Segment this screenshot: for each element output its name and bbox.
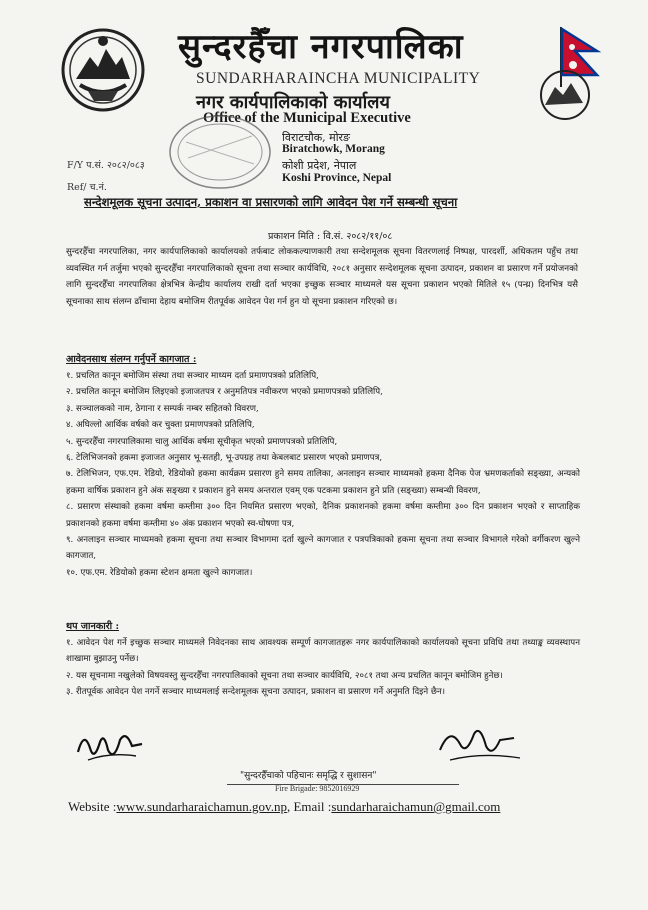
documents-heading: आवेदनसाथ संलग्न गर्नुपर्ने कागजात : — [66, 354, 197, 365]
list-item: ३. सञ्चालकको नाम, ठेगाना र सम्पर्क नम्बर सहितको विवरण, — [66, 403, 259, 414]
footer-contact — [68, 799, 500, 815]
nepal-flag-icon — [525, 25, 605, 123]
signature-left-icon — [70, 722, 150, 770]
address-english-line-2: Koshi Province, Nepal — [282, 172, 392, 184]
signature-right-icon — [430, 720, 530, 772]
list-item: १. प्रचलित कानून बमोजिम संस्था तथा सञ्चार माध्यम दर्ता प्रमाणपत्रको प्रतिलिपि, — [66, 371, 319, 381]
documents-list — [66, 368, 580, 581]
list-item: ७. टेलिभिजन, एफ.एम. रेडियो, रेडियोको हकमा कार्यक्रम प्रसारण हुने समय तालिका, अनलाइन सञ्चार माध्यमको हकमा दैनिक पेज भ्रमणकर्ताको सङ्ख्या, अन्यको हकमा वार्षिक प्रकाशन हुने अंक सङ्ख्या र प्रकाशन हुने समय अन्तराल एवम् एक पटकमा प्रकाशन हुने प्रति (सङ्ख्या) सम्बन्धी विवरण, — [66, 469, 580, 496]
intro-paragraph: सुन्दरहैँचा नगरपालिका, नगर कार्यपालिकाको कार्यालयको तर्फबाट लोककल्याणकारी तथा सन्देशमूलक सूचना वितरणलाई निष्पक्ष, पारदर्शी, अधिकतम पहुँच तथा व्यवस्थित गर्न तर्जुमा भएको सुन्दरहैँचा नगरपालिकाको सूचना तथा सञ्चार कार्यविधि, २०८१ अनुसार सन्देशमूलक सूचना उत्पादन, प्रकाशन वा प्रसारण गर्ने प्रयोजनको लागि सुन्दरहैँचा नगरपालिका क्षेत्रभित्र केन्द्रीय कार्यालय राखी दर्ता भएका इच्छुक सञ्चार माध्यमले यस सूचना प्रकाशन भएको मितिले १५ (पन्ध्र) दिनभित्र यसै सूचनाका साथ संलग्न ढाँचामा देहाय बमोजिम रीतपूर्वक आवेदन पेश गर्न हुन यो सूचना प्रकाशन गरिएको छ। — [66, 247, 578, 307]
list-item: ६. टेलिभिजनको हकमा इजाजत अनुसार भू-सतही, भू-उपग्रह तथा केबलबाट प्रसारण भएको प्रमाणपत्र, — [66, 453, 383, 464]
office-title-english: Office of the Municipal Executive — [203, 110, 411, 126]
list-item: २. यस सूचनामा नखुलेको विषयवस्तु सुन्दरहैँचा नगरपालिकाको सूचना तथा सञ्चार कार्यविधि, २०८१ तथा अन्य प्रचलित कानून बमोजिम हुनेछ। — [66, 670, 503, 681]
extra-info-list — [66, 635, 580, 701]
list-item: ४. अघिल्लो आर्थिक वर्षको कर चुक्ता प्रमाणपत्रको प्रतिलिपि, — [66, 420, 255, 431]
fire-brigade-number: Fire Brigade: 9852016929 — [275, 784, 360, 793]
website-label: Website : — [68, 799, 117, 814]
list-item: ५. सुन्दरहैँचा नगरपालिकामा चालु आर्थिक वर्षमा सूचीकृत भएको प्रमाणपत्रको प्रतिलिपि, — [66, 436, 338, 447]
reference-number: Ref/ च.नं. — [67, 182, 107, 193]
fiscal-year: F/Y प.सं. २०८२/०८३ — [67, 160, 145, 171]
municipality-slogan: "सुन्दरहैँचाको पहिचानः समृद्धि र सुशासन" — [240, 771, 377, 781]
email-link[interactable]: sundarharaichamun@gmail.com — [331, 799, 501, 814]
list-item: २. प्रचलित कानून बमोजिम लिइएको इजाजतपत्र र अनुमतिपत्र नवीकरण भएको प्रमाणपत्रको प्रतिलिपि, — [66, 387, 383, 398]
extra-info-heading: थप जानकारी : — [66, 621, 119, 632]
list-item: ८. प्रसारण संस्थाको हकमा वर्षमा कम्तीमा ३०० दिन नियमित प्रसारण भएको, दैनिक प्रकाशनको हकमा वर्षमा कम्तीमा ३०० दिन प्रकाशन भएको र साप्ताहिक प्रकाशनको हकमा वर्षमा कम्तीमा ४० अंक प्रकाशन भएको स्व-घोषणा पत्र, — [66, 502, 580, 529]
municipality-title-english: SUNDARHARAINCHA MUNICIPALITY — [196, 70, 481, 87]
municipality-title-nepali: सुन्दरहैँचा नगरपालिका — [178, 27, 464, 67]
list-item: १. आवेदन पेश गर्ने इच्छुक सञ्चार माध्यमले निवेदनका साथ आवश्यक सम्पूर्ण कागजातहरू नगर कार्यपालिकाको कार्यालयको सूचना प्रविधि तथा तथ्याङ्क व्यवस्थापन शाखामा बुझाउनु पर्नेछ। — [66, 638, 580, 665]
email-label: , Email : — [286, 799, 332, 814]
publish-date: प्रकाशन मिति : वि.सं. २०८२/११/०८ — [268, 231, 393, 242]
notice-subject: सन्देशमूलक सूचना उत्पादन, प्रकाशन वा प्रसारणको लागि आवेदन पेश गर्ने सम्बन्धी सूचना — [84, 195, 458, 209]
list-item: ९. अनलाइन सञ्चार माध्यमको हकमा सूचना तथा सञ्चार विभागमा दर्ता खुल्ने कागजात र पत्रपत्रिकाको हकमा सूचना तथा सञ्चार विभागले गरेको वर्गीकरण खुल्ने कागजात, — [66, 535, 580, 562]
address-nepali-line-2: कोशी प्रदेश, नेपाल — [282, 159, 357, 172]
address-nepali-line-1: विराटचौक, मोरङ — [282, 131, 351, 144]
address-english-line-1: Biratchowk, Morang — [282, 143, 385, 155]
nepal-emblem-icon — [60, 27, 146, 113]
office-stamp-icon — [166, 112, 274, 192]
list-item: १०. एफ.एम. रेडियोको हकमा स्टेशन क्षमता खुल्ने कागजात। — [66, 567, 253, 578]
list-item: ३. रीतपूर्वक आवेदन पेश नगर्ने सञ्चार माध्यमलाई सन्देशमूलक सूचना उत्पादन, प्रकाशन वा प्रसारण गर्ने अनुमति दिइने छैन। — [66, 687, 446, 698]
office-title-nepali: नगर कार्यपालिकाको कार्यालय — [196, 92, 390, 113]
website-link[interactable]: www.sundarharaichamun.gov.np — [116, 799, 287, 814]
